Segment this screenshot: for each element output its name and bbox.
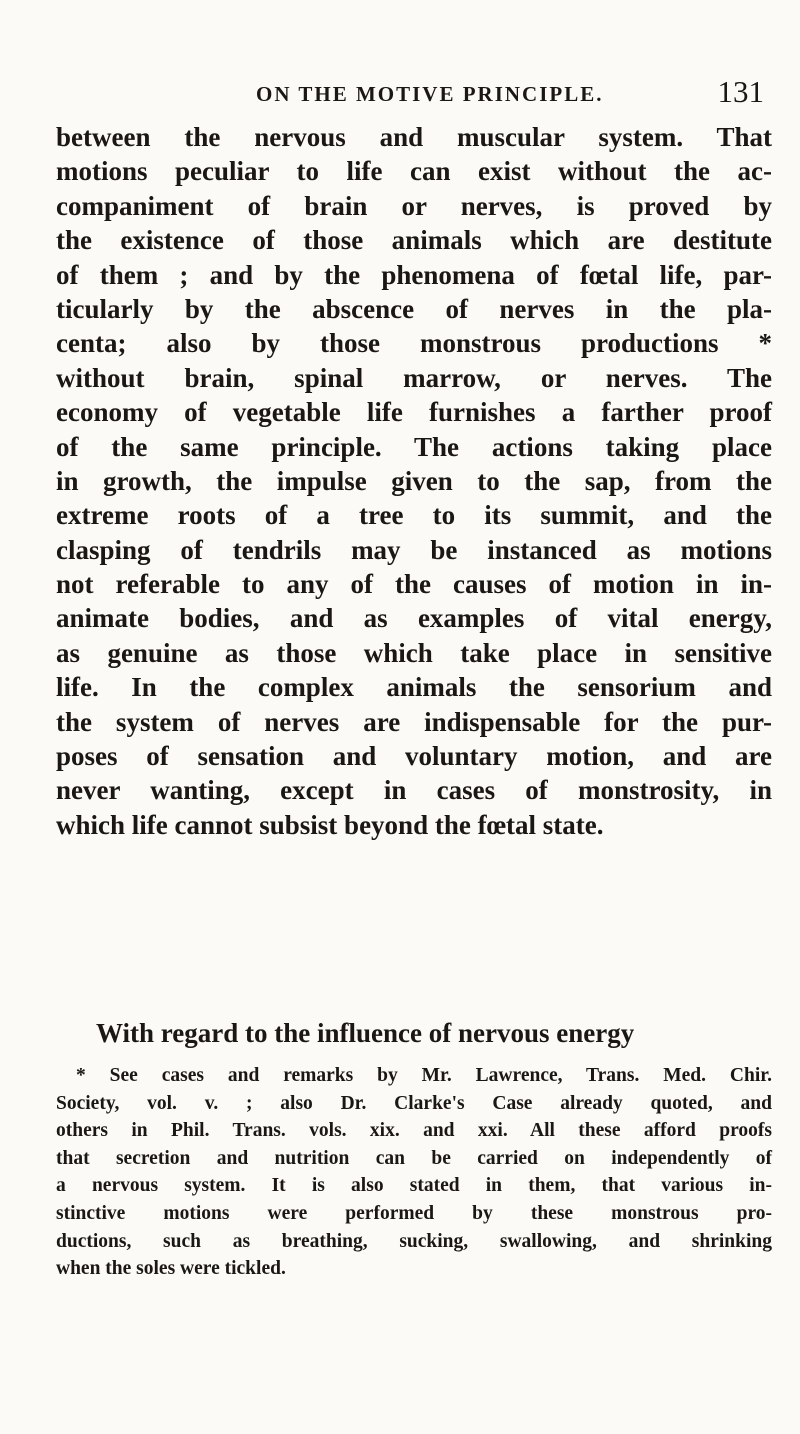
text-line: ticularly by the abscence of nerves in the pla-: [56, 293, 772, 324]
second-paragraph: [56, 1016, 772, 1050]
text-line: the system of nerves are indispensable for the pur-: [56, 706, 772, 737]
text-line: in growth, the impulse given to the sap, from the: [56, 465, 772, 496]
text-line: centa; also by those monstrous productions *: [56, 328, 772, 359]
text-line: not referable to any of the causes of motion in in-: [56, 569, 772, 600]
page-number: 131: [717, 74, 764, 109]
footnote-line: ductions, such as breathing, sucking, swallowing, and shrinking: [56, 1230, 772, 1252]
main-paragraph: [56, 120, 772, 842]
footnote-line: others in Phil. Trans. vols. xix. and xxi. All these afford proofs: [56, 1120, 772, 1142]
text-line: motions peculiar to life can exist without the ac-: [56, 156, 772, 187]
footnote-line: a nervous system. It is also stated in them, that various in-: [56, 1175, 772, 1197]
text-line: economy of vegetable life furnishes a farther proof: [56, 397, 772, 428]
text-line: as genuine as those which take place in sensitive: [56, 637, 772, 668]
footnote-line: Society, vol. v. ; also Dr. Clarke's Case already quoted, and: [56, 1092, 772, 1114]
footnote-line: that secretion and nutrition can be carried on independently of: [56, 1147, 772, 1169]
text-line: which life cannot subsist beyond the fœtal state.: [56, 809, 604, 840]
text-line: poses of sensation and voluntary motion, and are: [56, 741, 772, 772]
text-line: animate bodies, and as examples of vital energy,: [56, 603, 772, 634]
text-line: With regard to the influence of nervous energy: [96, 1018, 635, 1048]
text-line: never wanting, except in cases of monstrosity, in: [56, 775, 772, 806]
footnote-line: stinctive motions were performed by these monstrous pro-: [56, 1202, 772, 1224]
footnote: [56, 1062, 772, 1283]
text-line: without brain, spinal marrow, or nerves. The: [56, 362, 772, 393]
running-title: ON THE MOTIVE PRINCIPLE.: [256, 82, 604, 106]
text-line: extreme roots of a tree to its summit, and the: [56, 500, 772, 531]
footnote-line: * See cases and remarks by Mr. Lawrence, Trans. Med. Chir.: [76, 1065, 772, 1086]
footnote-line: when the soles were tickled.: [56, 1258, 286, 1280]
text-line: clasping of tendrils may be instanced as motions: [56, 534, 772, 565]
text-line: of the same principle. The actions taking place: [56, 431, 772, 462]
text-line: the existence of those animals which are destitute: [56, 225, 772, 256]
text-line: life. In the complex animals the sensorium and: [56, 672, 772, 703]
running-head: [56, 74, 766, 114]
text-line: companiment of brain or nerves, is proved by: [56, 190, 772, 221]
text-line: of them ; and by the phenomena of fœtal life, par-: [56, 259, 772, 290]
text-line: between the nervous and muscular system. That: [56, 122, 772, 152]
